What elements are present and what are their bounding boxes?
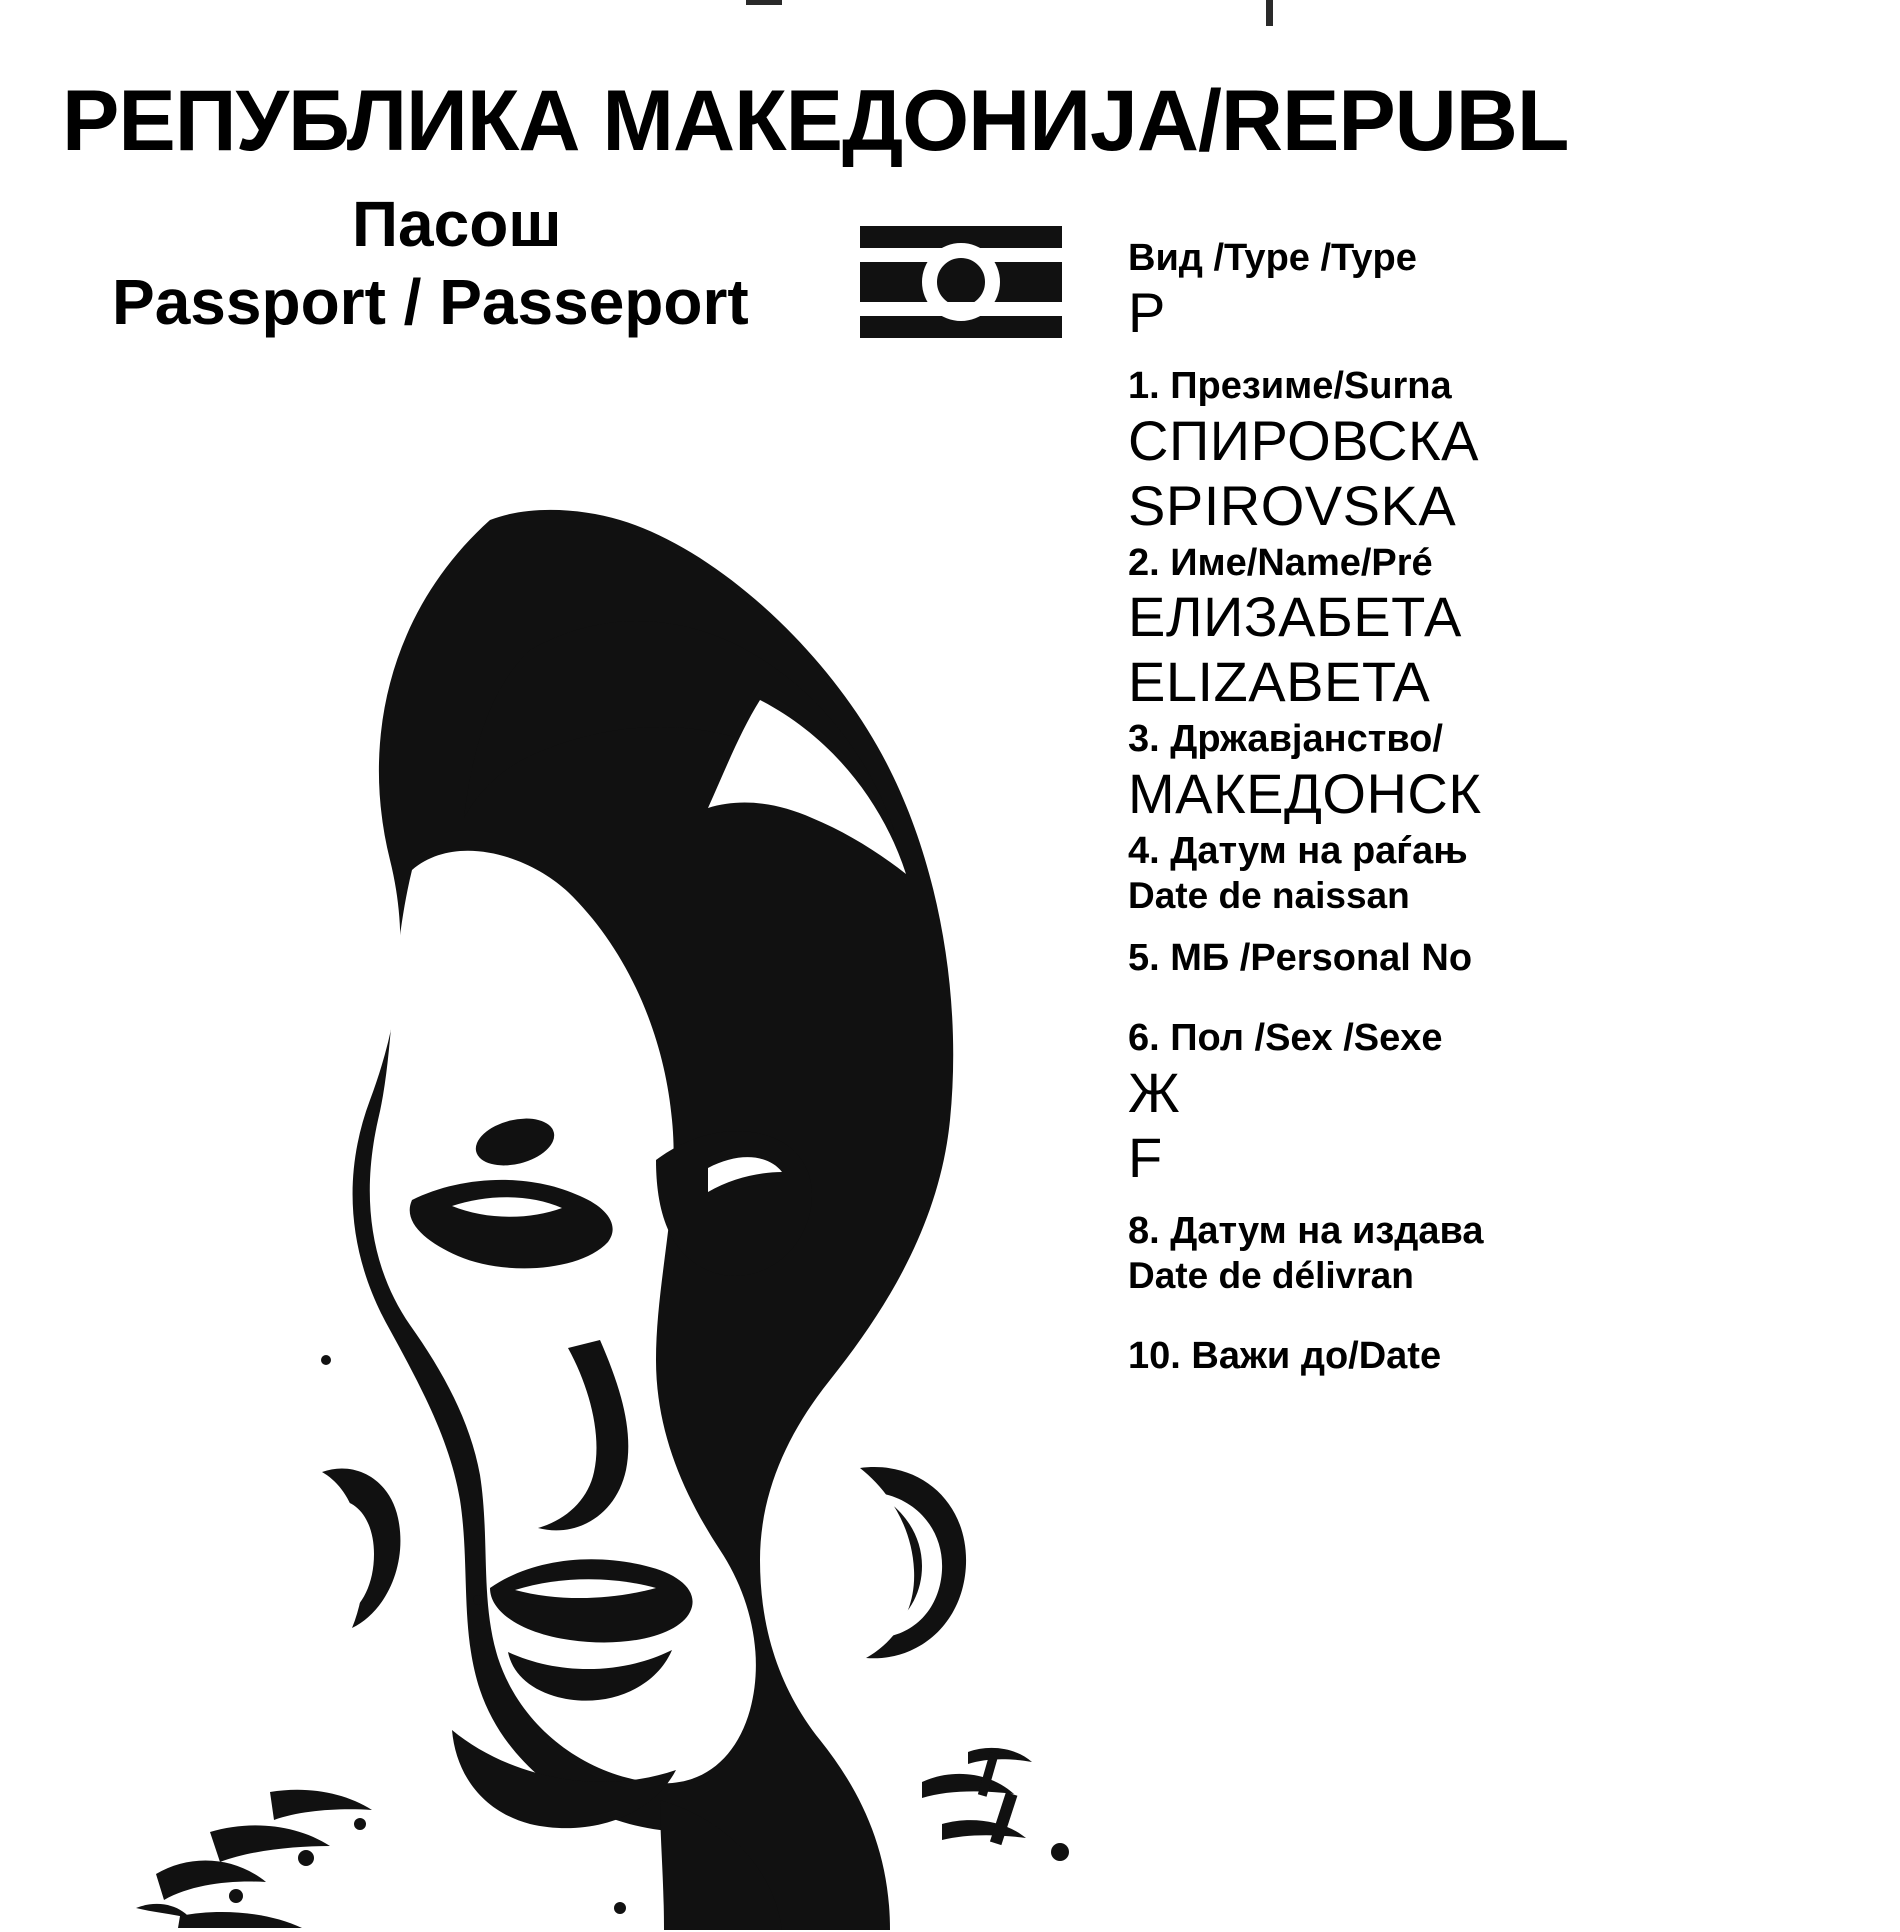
field-name-value-cyrillic: ЕЛИЗАБЕТА: [1128, 585, 1462, 649]
field-name-label: 2. Име/Name/Pré: [1128, 541, 1433, 584]
spacer: [1128, 348, 1900, 364]
field-date-of-birth-label-fr: Date de naissan: [1128, 874, 1410, 916]
field-name: [1128, 541, 1900, 716]
passport-photo-portrait: [60, 400, 1100, 1930]
biometric-chip-icon: [860, 226, 1062, 338]
field-date-of-issue-label-fr: Date de délivran: [1128, 1254, 1414, 1296]
crop-mark-top-right: [1266, 0, 1273, 26]
field-surname-value-latin: SPIROVSKA: [1128, 473, 1457, 537]
field-date-of-birth: [1128, 829, 1900, 917]
field-name-value-latin: ELIZABETA: [1128, 650, 1431, 714]
chip-bar-bottom: [860, 302, 1062, 316]
field-nationality-label: 3. Државјанство/: [1128, 718, 1443, 761]
field-sex-value-latin: F: [1128, 1126, 1163, 1190]
field-date-of-issue: [1128, 1209, 1900, 1297]
field-surname: [1128, 364, 1900, 539]
field-sex-value-cyrillic: Ж: [1128, 1061, 1181, 1125]
spacer: [1128, 920, 1900, 936]
field-date-of-expiry: [1128, 1334, 1900, 1379]
spacer: [1128, 1300, 1900, 1334]
field-personal-number-label: 5. МБ /Personal No: [1128, 936, 1473, 979]
field-surname-label: 1. Презиме/Surna: [1128, 364, 1452, 407]
field-personal-number: [1128, 936, 1900, 981]
field-date-of-birth-label: 4. Датум на раѓањ: [1128, 830, 1468, 873]
field-date-of-issue-label: 8. Датум на издава: [1128, 1210, 1484, 1253]
field-type-label: Вид /Type /Type: [1128, 237, 1417, 279]
field-date-of-expiry-label: 10. Важи до/Date: [1128, 1334, 1442, 1377]
field-sex: [1128, 1016, 1900, 1191]
field-type-value: P: [1128, 280, 1166, 344]
country-title: РЕПУБЛИКА МАКЕДОНИЈА/REPUBL: [62, 73, 1569, 169]
field-sex-label: 6. Пол /Sex /Sexe: [1128, 1017, 1443, 1060]
spacer: [1128, 982, 1900, 1016]
field-nationality-value: МАКЕДОНСК: [1128, 762, 1482, 826]
crop-mark-top-left: [746, 0, 782, 5]
field-nationality: [1128, 717, 1900, 827]
document-type-latin: Passport / Passeport: [112, 266, 749, 338]
document-type-macedonian: Пасош: [352, 188, 562, 260]
field-type: [1128, 236, 1900, 346]
field-surname-value-cyrillic: СПИРОВСКА: [1128, 408, 1480, 472]
spacer: [1128, 1193, 1900, 1209]
passport-data-fields: [1128, 236, 1900, 1380]
